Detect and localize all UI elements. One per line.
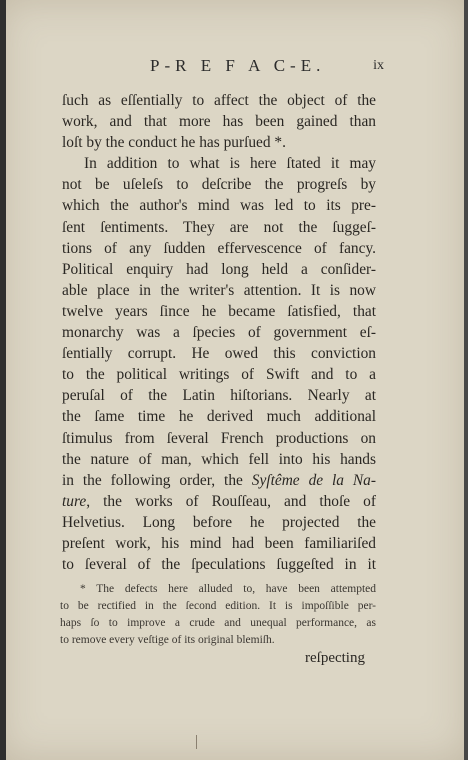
catchword: reſpecting — [305, 650, 365, 666]
text-line: Political enquiry had long held a conſider- — [62, 260, 376, 278]
text-line: ture, the works of Rouſſeau, and thoſe of — [62, 492, 376, 510]
text-line: preſent work, his mind had been familiariſed — [62, 534, 376, 552]
text-line: loſt by the conduct he has purſued *. — [62, 134, 286, 152]
text-line: the ſame time he derived much additional — [62, 408, 376, 426]
main-text — [62, 90, 376, 575]
text-line: in the following order, the Syſtême de la Na- — [62, 471, 377, 489]
running-header — [60, 56, 384, 78]
text-line: ſtimulus from ſeveral French productions on — [62, 429, 376, 447]
paper-mark — [196, 735, 197, 749]
text-line: the nature of man, which fell into his hands — [62, 450, 376, 468]
text-line: ſent ſentiments. They are not the ſuggeſ- — [62, 218, 376, 236]
text-line: ſentially corrupt. He owed this conviction — [62, 345, 376, 363]
text-line: to the political writings of Swift and to a — [62, 366, 376, 384]
text-line: twelve years ſince he became ſatisfied, that — [62, 302, 376, 320]
page-number: ix — [373, 58, 384, 73]
text-line: able place in the writer's attention. It is now — [62, 281, 376, 299]
page-edge — [464, 0, 468, 760]
text-line: In addition to what is here ſtated it may — [84, 155, 376, 173]
text-line: tions of any ſudden effervescence of fancy. — [62, 239, 376, 257]
footnote-line: to be rectified in the ſecond edition. It is impoſſible per- — [60, 600, 376, 612]
footnote-line: haps ſo to improve a crude and unequal performance, as — [60, 617, 376, 629]
footnote-line: * The defects here alluded to, have been attempted — [80, 583, 376, 595]
binding-edge — [0, 0, 6, 760]
text-line: work, and that more has been gained than — [62, 113, 376, 131]
footnote-line: to remove every veſtige of its original blemiſh. — [60, 634, 275, 646]
text-line: peruſal of the Latin hiſtorians. Nearly at — [62, 387, 376, 405]
text-line: Helvetius. Long before he projected the — [62, 513, 376, 531]
text-line: not be uſeleſs to deſcribe the progreſs by — [62, 176, 376, 194]
text-line: ſuch as eſſentially to affect the object of the — [62, 92, 376, 109]
running-title: P-R E F A C-E. — [150, 56, 326, 75]
text-line: to ſeveral of the ſpeculations ſuggeſted in it — [62, 556, 376, 574]
text-line: which the author's mind was led to its pre- — [62, 197, 376, 215]
footnote — [60, 581, 376, 649]
text-line: monarchy was a ſpecies of government eſ- — [62, 324, 376, 342]
